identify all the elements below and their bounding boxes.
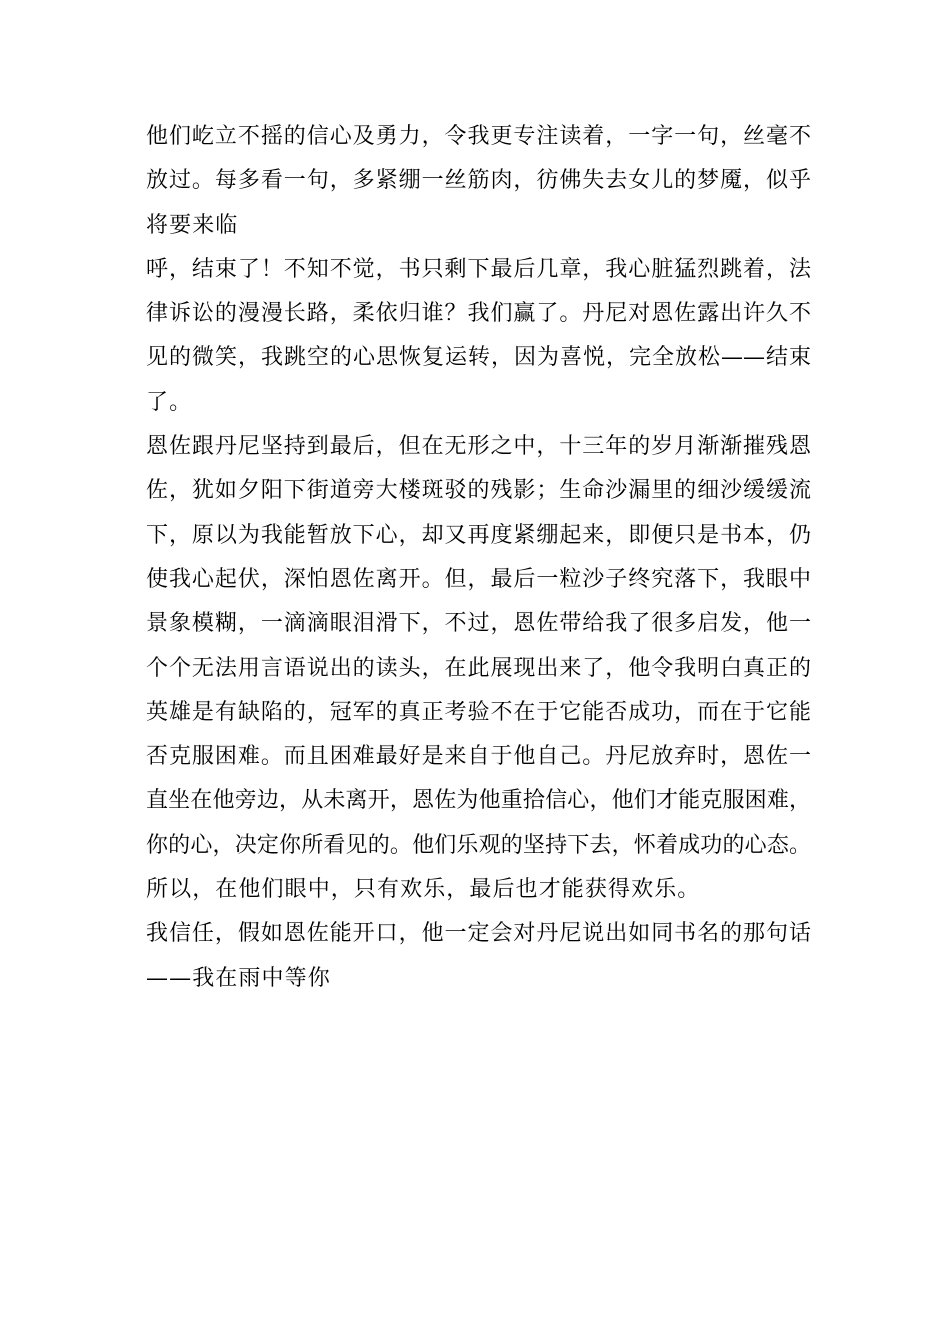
text-line: ——我在雨中等你	[146, 965, 331, 991]
text-line: 佐，犹如夕阳下街道旁大楼斑驳的残影；生命沙漏里的细沙缓缓流	[146, 478, 811, 504]
text-line: 所以，在他们眼中，只有欢乐，最后也才能获得欢乐。	[146, 877, 701, 903]
text-line: 他们屹立不摇的信心及勇力，令我更专注读着，一字一句，丝毫不	[146, 124, 811, 149]
text-line: 将要来临	[146, 212, 239, 238]
text-line: 直坐在他旁边，从未离开，恩佐为他重拾信心，他们才能克服困难，	[146, 788, 811, 814]
text-line: 英雄是有缺陷的，冠军的真正考验不在于它能否成功，而在于它能	[146, 699, 811, 725]
text-line: 使我心起伏，深怕恩佐离开。但，最后一粒沙子终究落下，我眼中	[146, 566, 811, 592]
text-line: 我信任，假如恩佐能开口，他一定会对丹尼说出如同书名的那句话	[146, 921, 811, 947]
text-line: 放过。每多看一句，多紧绷一丝筋肉，彷佛失去女儿的梦魇，似乎	[146, 168, 811, 194]
text-line: 律诉讼的漫漫长路，柔依归谁？我们赢了。丹尼对恩佐露出许久不	[146, 301, 811, 327]
text-line: 见的微笑，我跳空的心思恢复运转，因为喜悦，完全放松——结束	[146, 345, 811, 371]
body-text	[146, 115, 811, 1001]
text-line: 呼，结束了！不知不觉，书只剩下最后几章，我心脏猛烈跳着，法	[146, 256, 811, 282]
text-line: 否克服困难。而且困难最好是来自于他自己。丹尼放弃时，恩佐一	[146, 744, 811, 770]
text-line: 个个无法用言语说出的读头，在此展现出来了，他令我明白真正的	[146, 655, 811, 681]
text-line: 了。	[146, 389, 193, 415]
text-line: 景象模糊，一滴滴眼泪滑下，不过，恩佐带给我了很多启发，他一	[146, 611, 811, 637]
text-line: 下，原以为我能暂放下心，却又再度紧绷起来，即便只是书本，仍	[146, 522, 811, 548]
text-line: 你的心，决定你所看见的。他们乐观的坚持下去，怀着成功的心态。	[146, 832, 811, 858]
text-line: 恩佐跟丹尼坚持到最后，但在无形之中，十三年的岁月渐渐摧残恩	[146, 434, 811, 460]
